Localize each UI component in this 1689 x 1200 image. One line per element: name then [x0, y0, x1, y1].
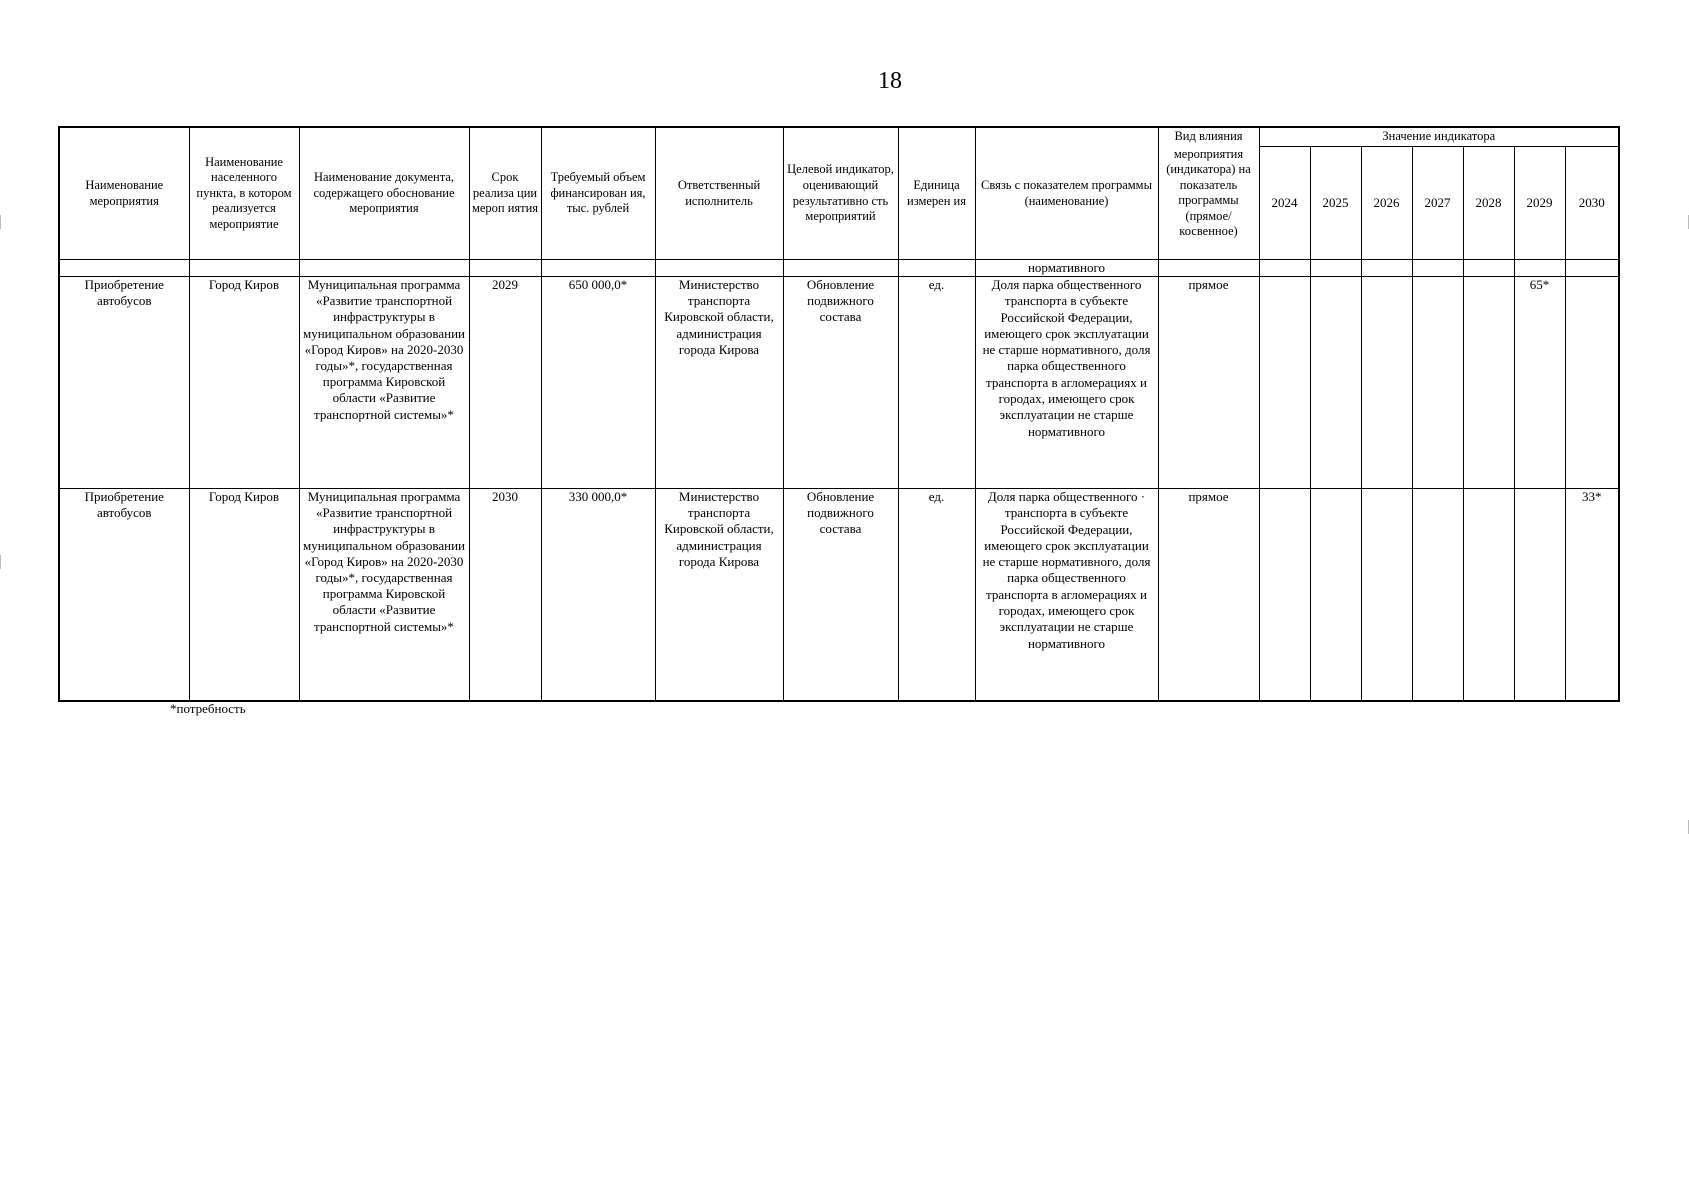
cell-value — [1565, 277, 1619, 489]
header-link: Связь с показателем программы (наименование) — [975, 127, 1158, 260]
cell-value — [1310, 277, 1361, 489]
header-impact: мероприятия (индикатора) на показатель программы (прямое/ косвенное) — [1158, 147, 1259, 260]
header-year: 2026 — [1361, 147, 1412, 260]
cell-locality: Город Киров — [189, 277, 299, 489]
cell-value — [1412, 277, 1463, 489]
table-row — [59, 489, 1619, 702]
scan-mark — [0, 215, 1, 229]
header-name: Наименование мероприятия — [59, 127, 189, 260]
cell-value — [1514, 489, 1565, 702]
header-year: 2029 — [1514, 147, 1565, 260]
cell-value: 65* — [1514, 277, 1565, 489]
page-number: 18 — [878, 68, 902, 94]
header-indicator: Целевой индикатор, оценивающий результативно сть мероприятий — [783, 127, 898, 260]
cell-executor: Министерство транспорта Кировской области, администрация города Кирова — [655, 489, 783, 702]
header-executor: Ответственный исполнитель — [655, 127, 783, 260]
header-locality: Наименование населенного пункта, в котором реализуется мероприятие — [189, 127, 299, 260]
cell-indicator: Обновление подвижного состава — [783, 489, 898, 702]
cell-name: Приобретение автобусов — [59, 489, 189, 702]
cell-unit: ед. — [898, 489, 975, 702]
cell-impact: прямое — [1158, 277, 1259, 489]
header-document: Наименование документа, содержащего обоснование мероприятия — [299, 127, 469, 260]
cell-link: Доля парка общественного · транспорта в субъекте Российской Федерации, имеющего срок эксплуатации не старше нормативного, доля парка общественного транспорта в агломерациях и городах, имеющего срок эксплуатации не старше нормативного — [975, 489, 1158, 702]
scan-mark — [0, 555, 1, 569]
cell-name: Приобретение автобусов — [59, 277, 189, 489]
cell-value — [1361, 489, 1412, 702]
cell-value — [1361, 277, 1412, 489]
cell-value — [1310, 489, 1361, 702]
measures-table — [58, 126, 1620, 702]
header-year: 2030 — [1565, 147, 1619, 260]
header-impact-top: Вид влияния — [1158, 127, 1259, 147]
cell-impact: прямое — [1158, 489, 1259, 702]
header-year: 2027 — [1412, 147, 1463, 260]
header-year: 2024 — [1259, 147, 1310, 260]
cell-link: Доля парка общественного транспорта в субъекте Российской Федерации, имеющего срок эксплуатации не старше нормативного, доля парка общественного транспорта в агломерациях и городах, имеющего срок эксплуатации не старше нормативного — [975, 277, 1158, 489]
cell-value — [1259, 489, 1310, 702]
cell-unit: ед. — [898, 277, 975, 489]
continuation-text: нормативного — [975, 260, 1158, 277]
footnote: *потребность — [170, 701, 246, 716]
header-unit: Единица измерен ия — [898, 127, 975, 260]
continuation-row — [59, 260, 1619, 277]
cell-value: 33* — [1565, 489, 1619, 702]
cell-locality: Город Киров — [189, 489, 299, 702]
header-year: 2028 — [1463, 147, 1514, 260]
header-year: 2025 — [1310, 147, 1361, 260]
cell-value — [1463, 277, 1514, 489]
header-term: Срок реализа ции мероп иятия — [469, 127, 541, 260]
cell-funding: 650 000,0* — [541, 277, 655, 489]
header-funding: Требуемый объем финансирован ия, тыс. рублей — [541, 127, 655, 260]
cell-value — [1259, 277, 1310, 489]
cell-funding: 330 000,0* — [541, 489, 655, 702]
header-row-top — [59, 127, 1619, 147]
cell-indicator: Обновление подвижного состава — [783, 277, 898, 489]
cell-document: Муниципальная программа «Развитие транспортной инфраструктуры в муниципальном образовании «Город Киров» на 2020-2030 годы»*, государственная программа Кировской области «Развитие транспортной системы»* — [299, 277, 469, 489]
table-row — [59, 277, 1619, 489]
cell-value — [1412, 489, 1463, 702]
cell-value — [1463, 489, 1514, 702]
cell-executor: Министерство транспорта Кировской области, администрация города Кирова — [655, 277, 783, 489]
cell-term: 2029 — [469, 277, 541, 489]
header-indicator-value: Значение индикатора — [1259, 127, 1619, 147]
cell-document: Муниципальная программа «Развитие транспортной инфраструктуры в муниципальном образовании «Город Киров» на 2020-2030 годы»*, государственная программа Кировской области «Развитие транспортной системы»* — [299, 489, 469, 702]
cell-term: 2030 — [469, 489, 541, 702]
